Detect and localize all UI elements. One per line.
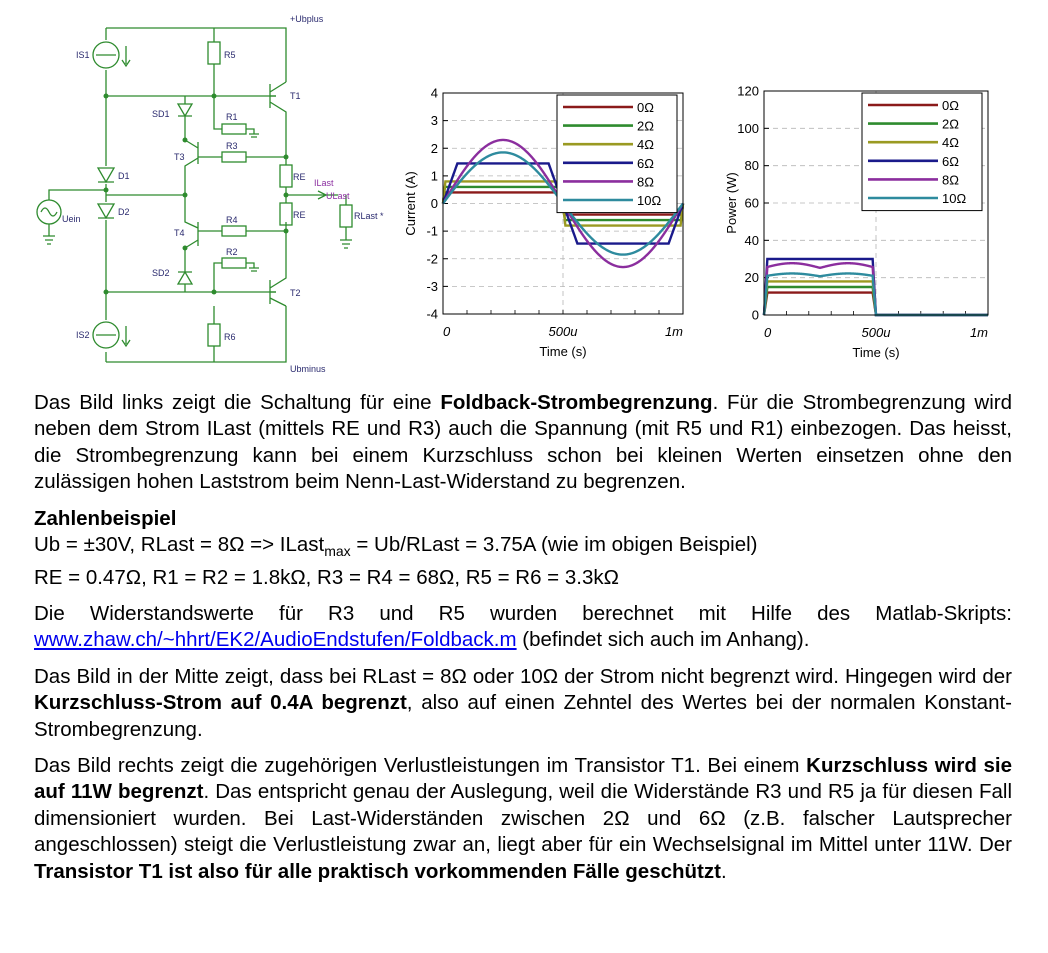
r3-label: R3	[226, 141, 238, 151]
heading-text: Zahlenbeispiel	[34, 506, 177, 530]
current-chart-x-ticks	[443, 324, 683, 339]
p3-text-c: , also auf einen Zehntel des Wertes bei der normalen Konstant-Strombegrenzung.	[34, 691, 1012, 741]
example-line-2	[34, 565, 1012, 591]
p3-bold: Kurzschluss-Strom auf 0.4A begrenzt	[34, 691, 407, 715]
x-tick-label: 0	[764, 325, 772, 340]
series-line	[764, 273, 988, 315]
y-tick-label: -3	[426, 278, 438, 294]
heading-zahlenbeispiel	[34, 506, 1012, 532]
y-tick-label: 1	[430, 168, 438, 184]
d2-label: D2	[118, 207, 130, 217]
y-tick-label: 0	[751, 307, 759, 323]
p4-text-c: . Das entspricht genau der Auslegung, weil die Widerstände R3 und R5 ja für diesen Fall dimensioniert wurden. Bei Last-Widerständen zwischen 2Ω und 6Ω (z.B. falscher Lautsprecher angeschlossen) steigt die Verlustleistung zwar an, liegt aber für ein Wechselsignal im Mittel unter 11W. Der	[34, 780, 1012, 857]
y-tick-label: 3	[430, 113, 438, 129]
power-chart-y-label: Power (W)	[724, 172, 739, 234]
power-chart-series	[764, 259, 988, 315]
t4-label: T4	[174, 228, 185, 238]
legend-label: 8Ω	[637, 174, 654, 190]
y-tick-label: -4	[426, 306, 438, 322]
paragraph-matlab	[34, 601, 1012, 654]
x-tick-label: 500u	[861, 325, 891, 340]
y-tick-label: 4	[430, 85, 438, 101]
p4-bold-2: Transistor T1 ist also für alle praktisch vorkommenden Fälle geschützt	[34, 859, 721, 883]
p4-bold-1: Kurzschluss wird sie auf 11W begrenzt	[34, 753, 1012, 804]
p4-text-a: Das Bild rechts zeigt die zugehörigen Verlustleistungen im Transistor T1. Bei einem	[34, 753, 807, 777]
p1-text-c: . Für die Strombegrenzung wird neben dem Strom ILast (mittels RE und R3) auch die Spannung (mit R5 und R1) einbezogen. Das heisst, die Strombegrenzung kann bei einem Kurzschluss schon bei kleinen Werten einsetzen ohne den zulässigen hohen Laststrom beim Nenn-Last-Widerstand zu begrenzen.	[34, 391, 1012, 494]
r2-label: R2	[226, 247, 238, 257]
legend-label: 0Ω	[637, 100, 654, 115]
re-upper-label: RE	[293, 172, 306, 182]
y-tick-label: 2	[430, 140, 438, 156]
legend-label: 0Ω	[942, 98, 959, 113]
y-tick-label: 80	[744, 158, 759, 174]
d1-label: D1	[118, 171, 130, 181]
paragraph-intro	[34, 390, 1012, 496]
legend-label: 2Ω	[637, 118, 654, 134]
current-chart-legend	[557, 95, 677, 213]
p2-text-a: Die Widerstandswerte für R3 und R5 wurden berechnet mit Hilfe des Matlab-Skripts:	[34, 601, 1012, 625]
legend-label: 4Ω	[942, 135, 959, 151]
t2-label: T2	[290, 288, 301, 298]
power-chart-x-ticks	[764, 325, 988, 340]
y-tick-label: 40	[744, 232, 759, 248]
legend-label: 4Ω	[637, 137, 654, 153]
body-text	[34, 390, 1012, 885]
p2-text-b: (befindet sich auch im Anhang).	[516, 628, 810, 652]
t3-label: T3	[174, 152, 185, 162]
power-chart-y-ticks	[737, 84, 759, 323]
ilast-label: ILast	[314, 178, 334, 188]
paragraph-right-figure	[34, 753, 1012, 885]
sd1-label: SD1	[152, 109, 170, 119]
x-tick-label: 1m	[664, 324, 683, 339]
y-tick-label: 0	[430, 196, 438, 211]
t1-label: T1	[290, 91, 301, 101]
ubplus-label: +Ubplus	[290, 14, 324, 24]
current-chart	[398, 78, 710, 370]
y-tick-label: 120	[737, 83, 759, 99]
sd2-label: SD2	[152, 268, 170, 278]
y-tick-label: 20	[744, 270, 759, 286]
paragraph-middle-figure	[34, 664, 1012, 743]
ubminus-label: Ubminus	[290, 364, 326, 374]
y-tick-label: 60	[744, 195, 759, 211]
is2-label: IS2	[76, 330, 90, 340]
x-tick-label: 500u	[548, 324, 578, 339]
power-chart	[706, 78, 1002, 370]
x-tick-label: 0	[443, 324, 451, 339]
p1-text-a: Das Bild links zeigt die Schaltung für eine	[34, 391, 441, 414]
legend-label: 10Ω	[637, 193, 662, 208]
example-1b: = Ub/RLast = 3.75A (wie im obigen Beispiel)	[350, 533, 758, 557]
power-chart-x-label: Time (s)	[852, 345, 900, 360]
r5-label: R5	[224, 50, 236, 60]
example-2: RE = 0.47Ω, R1 = R2 = 1.8kΩ, R3 = R4 = 68Ω, R5 = R6 = 3.3kΩ	[34, 565, 619, 589]
p3-text-a: Das Bild in der Mitte zeigt, dass bei RLast = 8Ω oder 10Ω der Strom nicht begrenzt wird. Hingegen wird der	[34, 664, 1012, 688]
matlab-script-link[interactable]: www.zhaw.ch/~hhrt/EK2/AudioEndstufen/Foldback.m	[34, 628, 517, 652]
legend-label: 6Ω	[637, 155, 654, 171]
current-chart-x-label: Time (s)	[539, 344, 587, 359]
y-tick-label: -1	[426, 223, 438, 239]
ulast-label: ULast	[326, 191, 350, 201]
y-tick-label: 100	[737, 120, 759, 136]
rlast-label: RLast *	[354, 211, 384, 221]
power-chart-legend	[862, 93, 982, 211]
current-chart-y-label: Current (A)	[403, 171, 418, 236]
p1-bold: Foldback-Strombegrenzung	[440, 391, 713, 414]
y-tick-label: -2	[426, 251, 438, 267]
uein-label: Uein	[62, 214, 81, 224]
figure-row	[0, 0, 1048, 380]
current-chart-y-ticks	[426, 86, 438, 322]
example-1a: Ub = ±30V, RLast = 8Ω => ILast	[34, 533, 325, 557]
is1-label: IS1	[76, 50, 90, 60]
legend-label: 10Ω	[942, 191, 967, 206]
r4-label: R4	[226, 215, 238, 225]
x-tick-label: 1m	[969, 325, 988, 340]
re-lower-label: RE	[293, 210, 306, 220]
example-1-sub: max	[324, 543, 351, 560]
example-line-1	[34, 532, 1012, 565]
p4-text-e: .	[720, 859, 727, 883]
legend-label: 2Ω	[942, 116, 959, 132]
r1-label: R1	[226, 112, 238, 122]
circuit-schematic	[30, 10, 384, 380]
legend-label: 6Ω	[942, 153, 959, 169]
legend-label: 8Ω	[942, 172, 959, 188]
r6-label: R6	[224, 332, 236, 342]
